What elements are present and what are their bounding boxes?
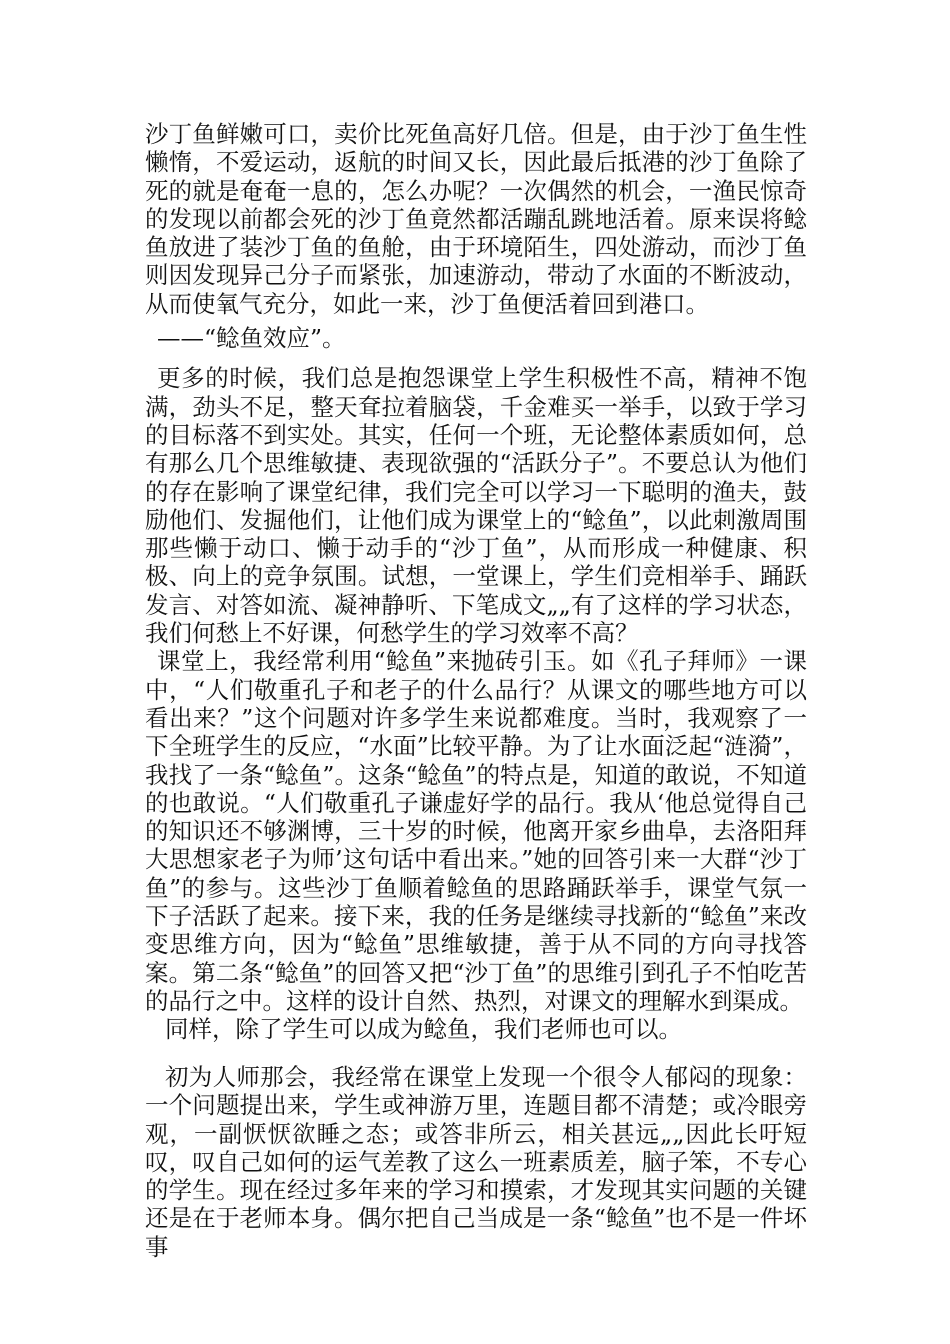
text-column-lower	[145, 1063, 807, 1261]
paragraph-teacher-as-catfish: 同样，除了学生可以成为鲶鱼，我们老师也可以。	[165, 1015, 682, 1044]
paragraph-catfish-effect-title: ——“鲶鱼效应”。	[157, 324, 346, 353]
paragraph-classroom-complaint: 更多的时候，我们总是抱怨课堂上学生积极性不高，精神不饱满，劲头不足，整天耷拉着脑袋，千金难买一举手，以致于学习的目标落不到实处。其实，任何一个班，无论整体素质如何，总有那么几个思维敏捷、表现欲强的“活跃分子”。不要总认为他们的存在影响了课堂纪律，我们完全可以学习一下聪明的渔夫，鼓励他们、发掘他们，让他们成为课堂上的“鲶鱼”，以此刺激周围那些懒于动口、懒于动手的“沙丁鱼”，从而形成一种健康、积极、向上的竞争氛围。试想，一堂课上，学生们竞相举手、踊跃发言、对答如流、凝神静听、下笔成文„„有了这样的学习状态，我们何愁上不好课，何愁学生的学习效率不高？	[145, 364, 807, 648]
paragraph-new-teacher: 初为人师那会，我经常在课堂上发现一个很令人郁闷的现象：一个问题提出来，学生或神游万里，连题目都不清楚；或冷眼旁观，一副恹恹欲睡之态；或答非所云，相关甚远„„因此长吁短叹，叹自己如何的运气差教了这么一班素质差，脑子笨，不专心的学生。现在经过多年来的学习和摸索，才发现其实问题的关键还是在于老师本身。偶尔把自己当成是一条“鲶鱼”也不是一件坏事	[145, 1063, 807, 1261]
text-column-upper	[145, 120, 807, 1044]
paragraph-sardine-story: 沙丁鱼鲜嫩可口，卖价比死鱼高好几倍。但是，由于沙丁鱼生性懒惰，不爱运动，返航的时间又长，因此最后抵港的沙丁鱼除了死的就是奄奄一息的，怎么办呢？一次偶然的机会，一渔民惊奇的发现以前都会死的沙丁鱼竟然都活蹦乱跳地活着。原来误将鲶鱼放进了装沙丁鱼的鱼舱，由于环境陌生，四处游动，而沙丁鱼则因发现异己分子而紧张，加速游动，带动了水面的不断波动，从而使氧气充分，如此一来，沙丁鱼便活着回到港口。	[145, 120, 807, 318]
paragraph-confucius-lesson: 课堂上，我经常利用“鲶鱼”来抛砖引玉。如《孔子拜师》一课中，“人们敬重孔子和老子的什么品行？从课文的哪些地方可以看出来？”这个问题对许多学生来说都难度。当时，我观察了一下全班学生的反应，“水面”比较平静。为了让水面泛起“涟漪”，我找了一条“鲶鱼”。这条“鲶鱼”的特点是，知道的敢说，不知道的也敢说。“人们敬重孔子谦虚好学的品行。我从‘他总觉得自己的知识还不够渊博，三十岁的时候，他离开家乡曲阜，去洛阳拜大思想家老子为师’这句话中看出来。”她的回答引来一大群“沙丁鱼”的参与。这些沙丁鱼顺着鲶鱼的思路踊跃举手，课堂气氛一下子活跃了起来。接下来，我的任务是继续寻找新的“鲶鱼”来改变思维方向，因为“鲶鱼”思维敏捷，善于从不同的方向寻找答案。第二条“鲶鱼”的回答又把“沙丁鱼”的思维引到孔子不怕吃苦的品行之中。这样的设计自然、热烈，对课文的理解水到渠成。	[145, 647, 807, 1015]
